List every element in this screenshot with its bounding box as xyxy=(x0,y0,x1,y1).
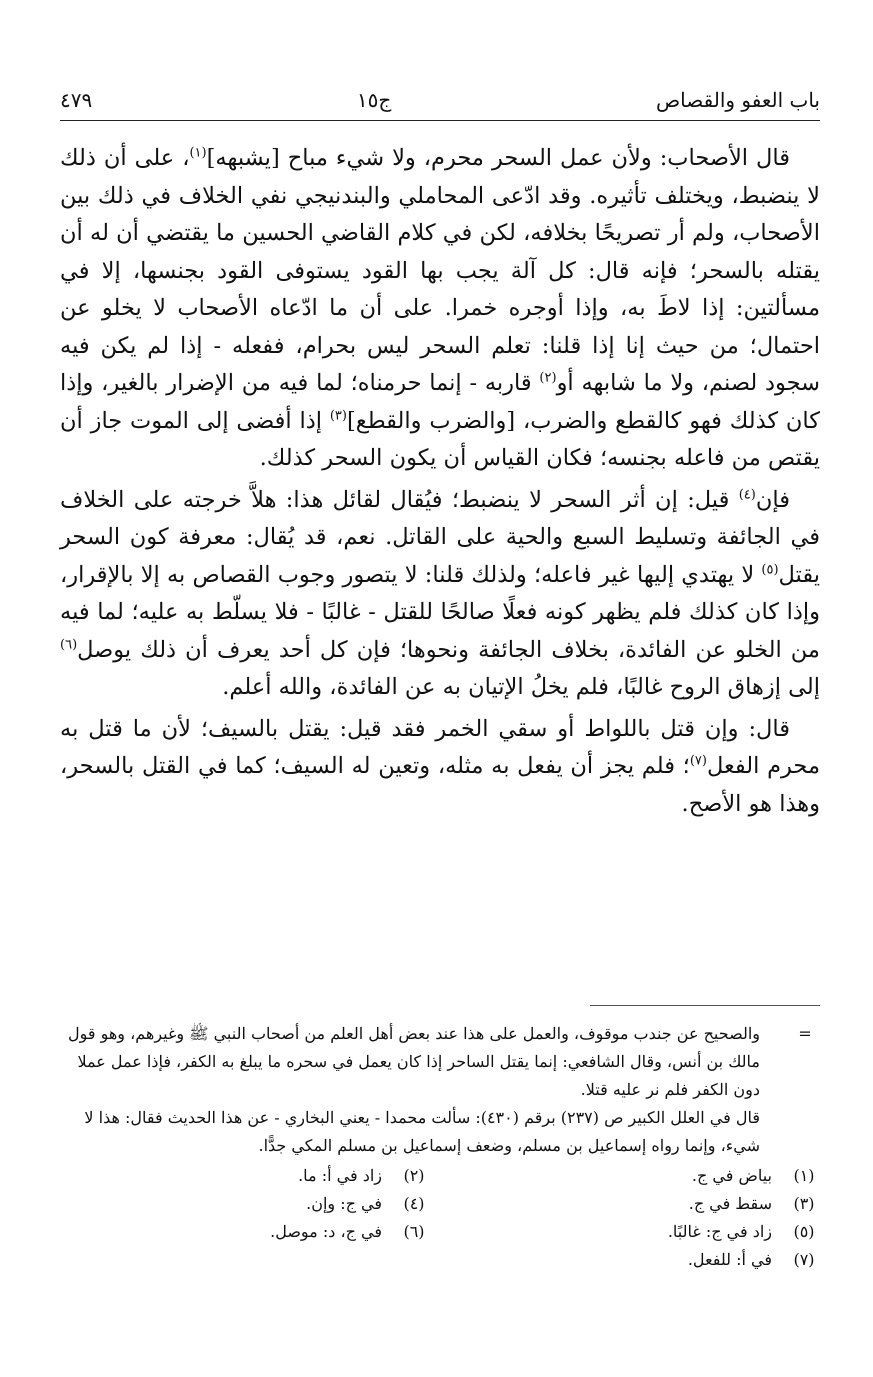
chapter-title: باب العفو والقصاص xyxy=(656,88,820,112)
footnote-number: (٦) xyxy=(403,1222,425,1241)
paragraph-text: إذا أفضى إلى الموت جاز أن يقتص من فاعله بجنسه؛ فكان القياس أن يكون السحر كذلك. xyxy=(60,407,820,471)
page-number: ٤٧٩ xyxy=(60,88,93,112)
footnote-ref-3: (٣) xyxy=(329,408,347,423)
footnote-ref-2: (٢) xyxy=(539,370,557,386)
footnote-text: سقط في ج. xyxy=(688,1194,772,1213)
footnote-item xyxy=(60,1190,430,1218)
footnote-number: (٤) xyxy=(403,1194,425,1213)
footnote-list xyxy=(60,1162,820,1274)
paragraph-text: ، على أن ذلك لا ينضبط، ويختلف تأثيره. وقد ادّعى المحاملي والبندنيجي نفي الخلاف في ذلك بين الأصحاب، ولم أر تصريحًا بخلافه، لكن في كلام القاضي الحسين ما يقتضي أن له أن يقتله بالسحر؛ فإنه قال: كل آلة يجب بها القود يستوفى القود بجنسها، إلا في مسألتين: إذا لاطَ به، وإذا أوجره خمرا. على أن ما ادّعاه الأصحاب لا يخلو عن احتمال؛ من حيث إنا إذا قلنا: تعلم السحر ليس بحرام، ففعله - إذا لم يكن فيه سجود لصنم، ولا ما شابهه أو xyxy=(60,145,820,396)
footnote-continuation xyxy=(60,1020,820,1160)
footnote-item xyxy=(60,1218,430,1246)
footnote-number: (١) xyxy=(793,1166,815,1185)
footnote-item xyxy=(450,1190,820,1218)
footnote-number: (٣) xyxy=(793,1194,815,1213)
footnote-text: في ج، د: موصل. xyxy=(270,1222,382,1241)
footnote-ref-1: (١) xyxy=(189,145,207,161)
footnote-text: في ج: وإن. xyxy=(306,1194,382,1213)
footnote-ref-6: (٦) xyxy=(60,637,78,652)
footnote-ref-7: (٧) xyxy=(689,753,707,769)
footnote-item xyxy=(450,1162,820,1190)
footnote-text: في أ: للفعل. xyxy=(687,1250,772,1269)
header-divider xyxy=(60,120,820,121)
paragraph-text: قاربه - إنما حرمناه؛ لما فيه من الإضرار بالغير، وإذا كان كذلك فهو كالقطع والضرب، [والضرب والقطع] xyxy=(60,370,820,434)
footnote-separator xyxy=(590,1005,820,1006)
continuation-mark: = xyxy=(798,1024,812,1043)
paragraph-text: ؛ فلم يجز أن يفعل به مثله، وتعين له السيف؛ كما في القتل بالسحر، وهذا هو الأصح. xyxy=(60,753,820,817)
book-page xyxy=(60,80,820,1360)
footnote-text: زاد في أ: ما. xyxy=(298,1166,382,1185)
paragraph-text: لا يهتدي إليها غير فاعله؛ ولذلك قلنا: لا يتصور وجوب القصاص به إلا بالإقرار، وإذا كان كذلك فلم يظهر كونه فعلًا صالحًا للقتل - غالبًا - فلا يسلّط به عليه؛ لما فيه من الخلو عن الفائدة، بخلاف الجائفة ونحوها؛ فإن كل أحد يعرف أن ذلك يوصل xyxy=(60,561,820,663)
footnote-number: (٢) xyxy=(403,1166,425,1185)
page-header xyxy=(60,80,820,120)
paragraph-text: إلى إزهاق الروح غالبًا، فلم يخلُ الإتيان به عن الفائدة، والله أعلم. xyxy=(222,674,820,700)
footnote-item xyxy=(450,1246,820,1274)
footnote-text: بياض في ج. xyxy=(691,1166,772,1185)
volume-label: ج١٥ xyxy=(356,88,392,112)
footnotes xyxy=(60,1020,820,1274)
paragraph-text: قال: وإن قتل باللواط أو سقي الخمر فقد قيل: يقتل بالسيف؛ لأن ما قتل به محرم الفعل xyxy=(60,715,820,779)
paragraph-1 xyxy=(60,140,820,478)
paragraph-text: فإن xyxy=(755,486,790,513)
footnote-item xyxy=(60,1162,430,1190)
footnote-continuation-text-2: قال في العلل الكبير ص (٢٣٧) برقم (٤٣٠): سألت محمدا - يعني البخاري - عن هذا الحديث فقال: هذا لا شيء، وإنما رواه إسماعيل بن مسلم، وضعف إسماعيل بن مسلم المكي جدًّا. xyxy=(84,1108,760,1155)
footnote-number: (٧) xyxy=(793,1250,815,1269)
paragraph-text: قال الأصحاب: ولأن عمل السحر محرم، ولا شيء مباح [يشبهه] xyxy=(206,145,790,171)
footnote-text: زاد في ج: غالبًا. xyxy=(667,1222,772,1241)
paragraph-3 xyxy=(60,711,820,824)
main-text xyxy=(60,140,820,823)
footnote-continuation-text-1: والصحيح عن جندب موقوف، والعمل على هذا عند بعض أهل العلم من أصحاب النبي ﷺ وغيرهم، وهو قول مالك بن أنس، وقال الشافعي: إنما يقتل الساحر إذا كان يعمل في سحره ما يبلغ به الكفر، فإذا عمل عملا دون الكفر فلم نر عليه قتلا. xyxy=(67,1024,760,1099)
footnote-ref-4: (٤) xyxy=(738,487,756,502)
paragraph-text: قيل: إن أثر السحر لا ينضبط؛ فيُقال لقائل هذا: هلاَّ خرجته على الخلاف في الجائفة وتسليط السبع والحية على القاتل. نعم، قد يُقال: معرفة كون السحر يقتل xyxy=(60,486,820,588)
footnote-number: (٥) xyxy=(793,1222,815,1241)
paragraph-2 xyxy=(60,482,820,707)
footnote-item xyxy=(450,1218,820,1246)
footnote-ref-5: (٥) xyxy=(761,562,779,577)
